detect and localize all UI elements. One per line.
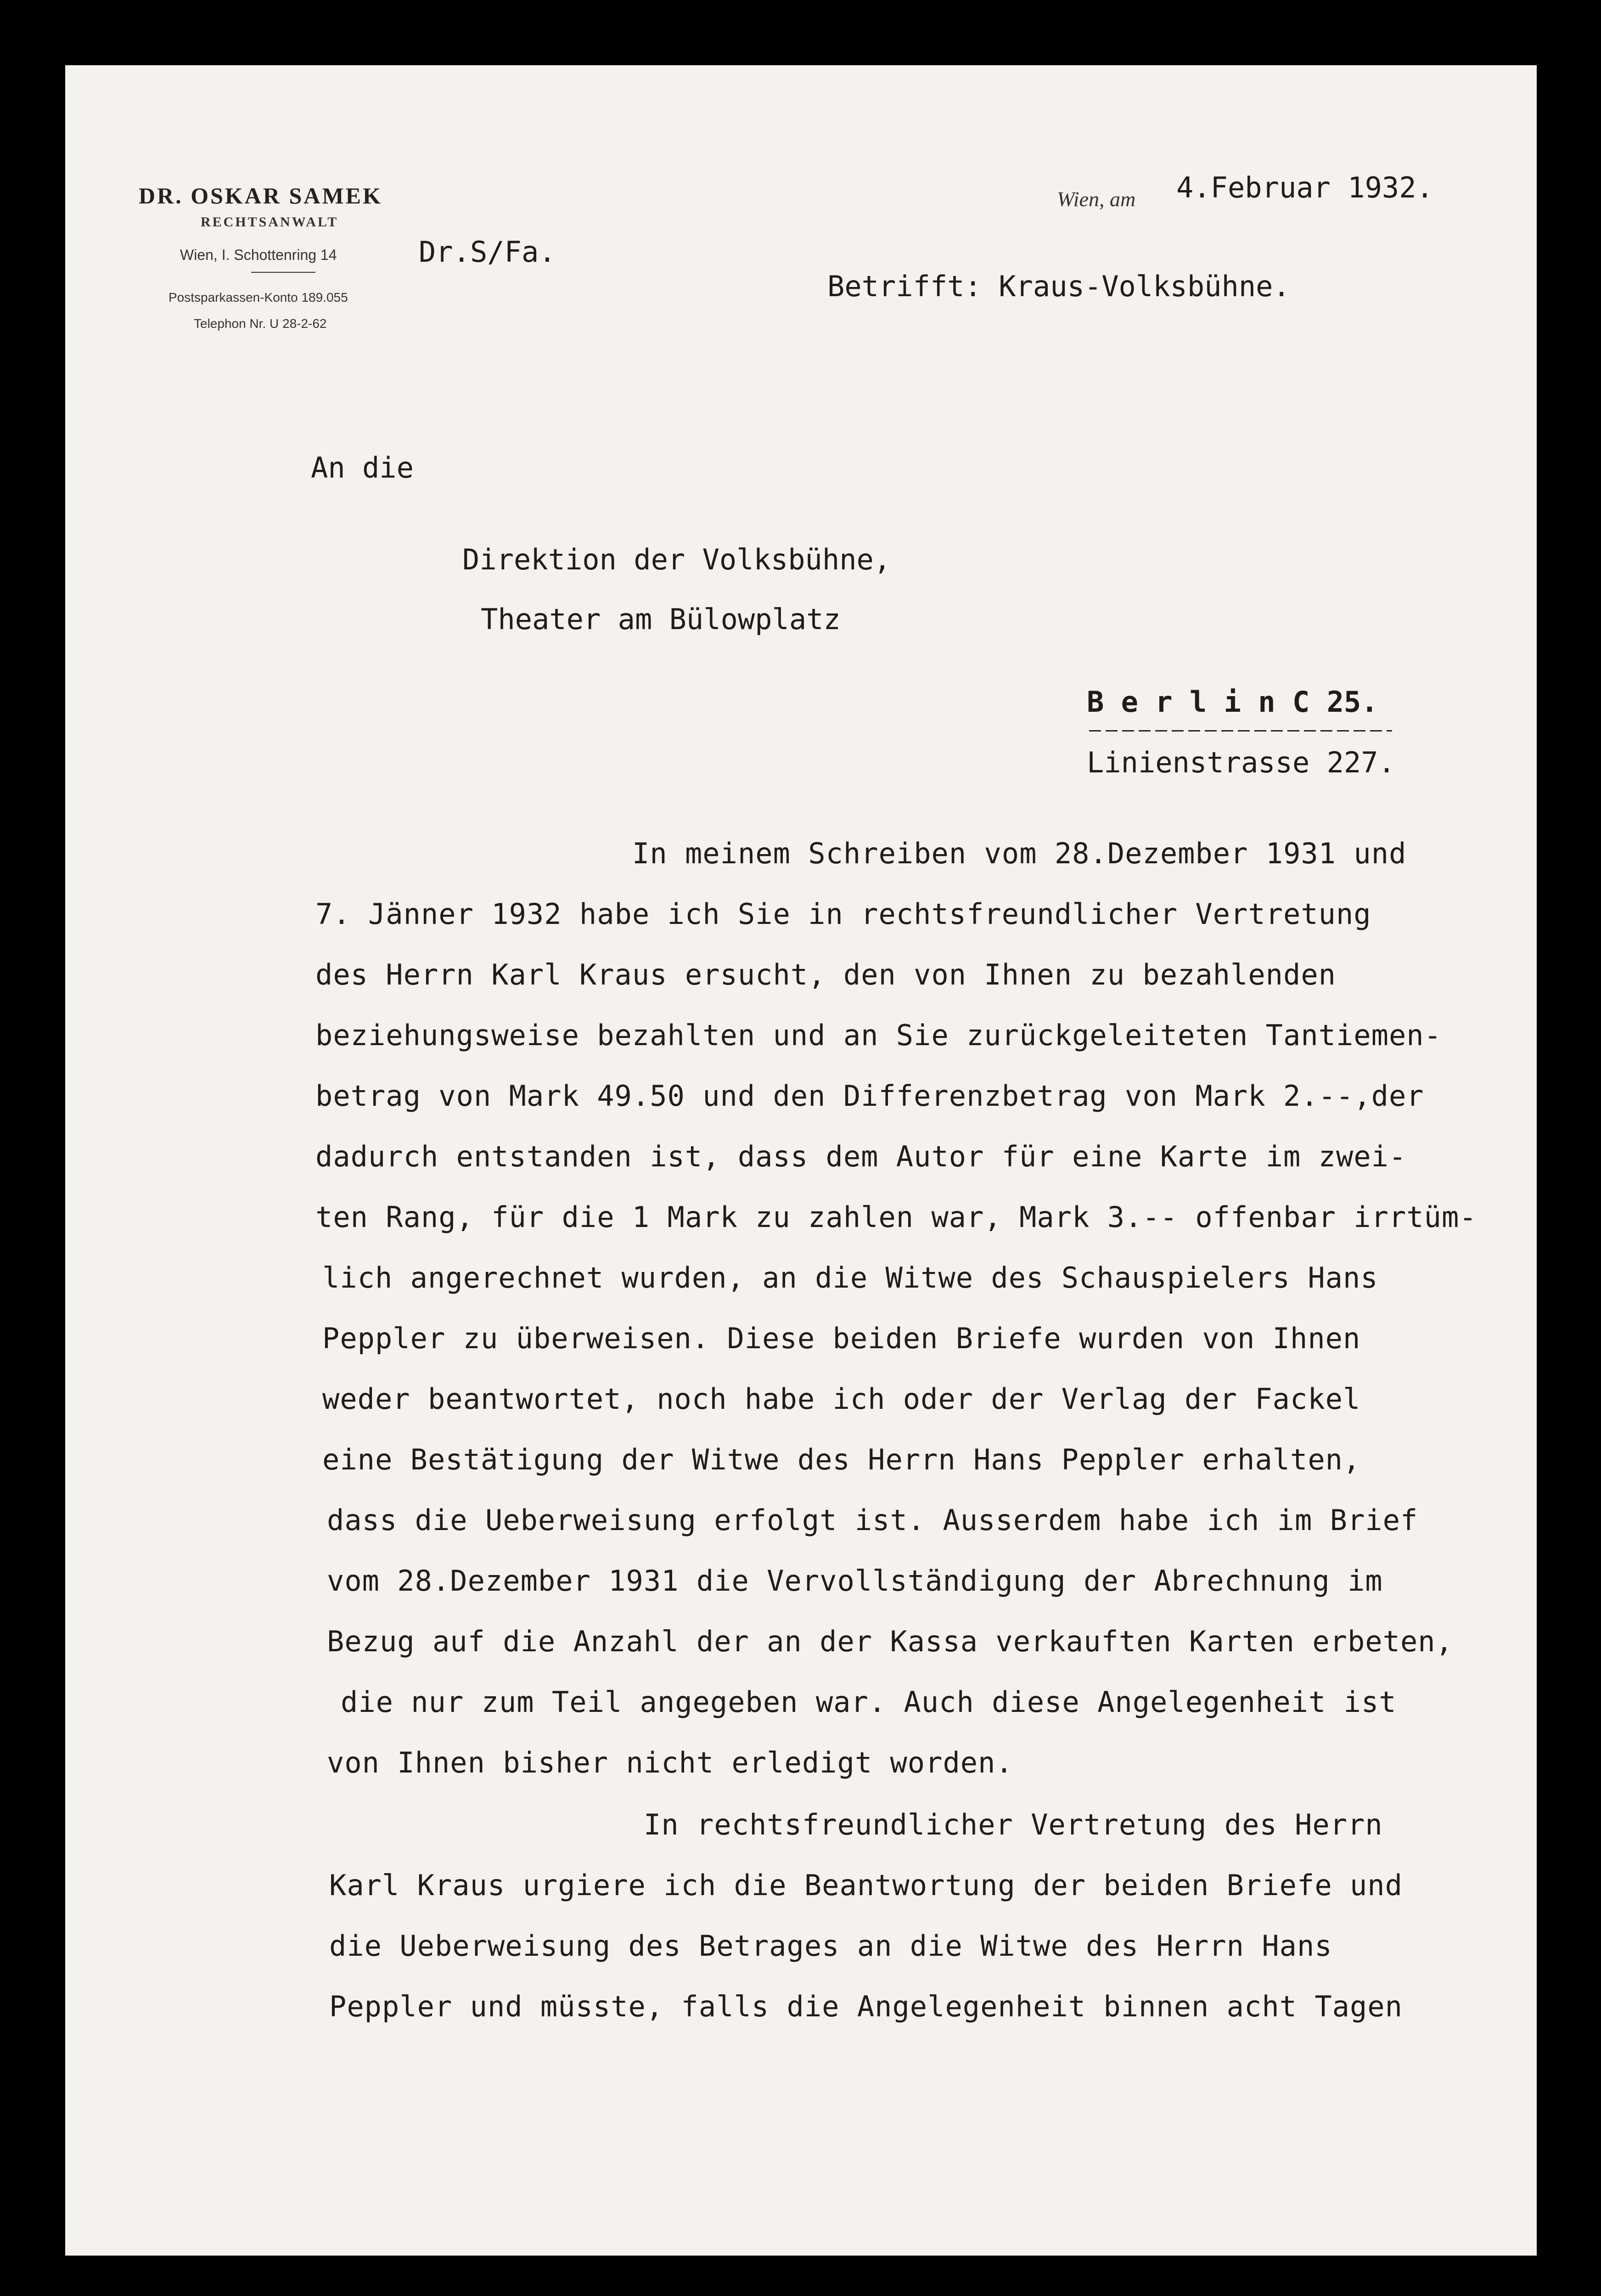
subject-line: Betrifft: Kraus-Volksbühne. [827,270,1290,303]
body-line: dadurch entstanden ist, dass dem Autor für eine Karte im zwei- [315,1140,1407,1173]
body-line: Bezug auf die Anzahl der an der Kassa verkauften Karten erbeten, [327,1625,1453,1658]
body-line: betrag von Mark 49.50 und den Differenzbetrag von Mark 2.--,der [315,1079,1424,1113]
body-line: weder beantwortet, noch habe ich oder der Verlag der Fackel [322,1382,1361,1416]
recipient-line2: Theater am Bülowplatz [481,602,841,636]
bleed-through-text: ⠀ [455,290,475,320]
body-line: ten Rang, für die 1 Mark zu zahlen war, Mark 3.-- offenbar irrtüm- [315,1200,1477,1234]
city-underline [1089,730,1392,732]
body-line: beziehungsweise bezahlten und an Sie zurückgeleiteten Tantiemen- [315,1019,1442,1052]
body-line: die nur zum Teil angegeben war. Auch diese Angelegenheit ist [341,1685,1397,1719]
letterhead-postal-account: Postsparkassen-Konto 189.055 [169,290,348,304]
letter-date: 4.Februar 1932. [1176,171,1433,204]
recipient-line1: Direktion der Volksbühne, [462,543,891,576]
body-line: 7. Jänner 1932 habe ich Sie in rechtsfreundlicher Vertretung [315,897,1371,931]
recipient-city: B e r l i n C 25. [1087,685,1378,719]
body-line: Karl Kraus urgiere ich die Beantwortung der beiden Briefe und [329,1868,1403,1902]
body-line: eine Bestätigung der Witwe des Herrn Hans Peppler erhalten, [322,1443,1361,1476]
letterhead-name: DR. OSKAR SAMEK [139,183,382,208]
body-line: Peppler und müsste, falls die Angelegenheit binnen acht Tagen [329,1990,1403,2023]
body-line: lich angerechnet wurden, an die Witwe des Schauspielers Hans [322,1261,1378,1294]
place-prefix: Wien, am [1057,187,1136,211]
body-line: des Herrn Karl Kraus ersucht, den von Ihnen zu bezahlenden [315,958,1336,991]
reference-code: Dr.S/Fa. [419,235,556,269]
body-line: die Ueberweisung des Betrages an die Witwe des Herrn Hans [329,1929,1332,1963]
body-line: von Ihnen bisher nicht erledigt worden. [327,1746,1013,1779]
letterhead-address: Wien, I. Schottenring 14 [180,247,337,263]
letterhead-profession: RECHTSANWALT [201,214,339,230]
recipient-salutation: An die [311,451,414,484]
body-line: In meinem Schreiben vom 28.Dezember 1931 und [632,837,1407,870]
letter-page [65,65,1537,2256]
body-line: vom 28.Dezember 1931 die Vervollständigung der Abrechnung im [327,1564,1383,1598]
body-line: dass die Ueberweisung erfolgt ist. Ausserdem habe ich im Brief [327,1503,1418,1537]
body-line: In rechtsfreundlicher Vertretung des Herrn [644,1808,1383,1841]
recipient-street: Linienstrasse 227. [1087,746,1395,779]
body-line: Peppler zu überweisen. Diese beiden Briefe wurden von Ihnen [322,1322,1361,1355]
letterhead-divider [251,272,315,273]
letterhead-telephone: Telephon Nr. U 28-2-62 [194,316,327,331]
